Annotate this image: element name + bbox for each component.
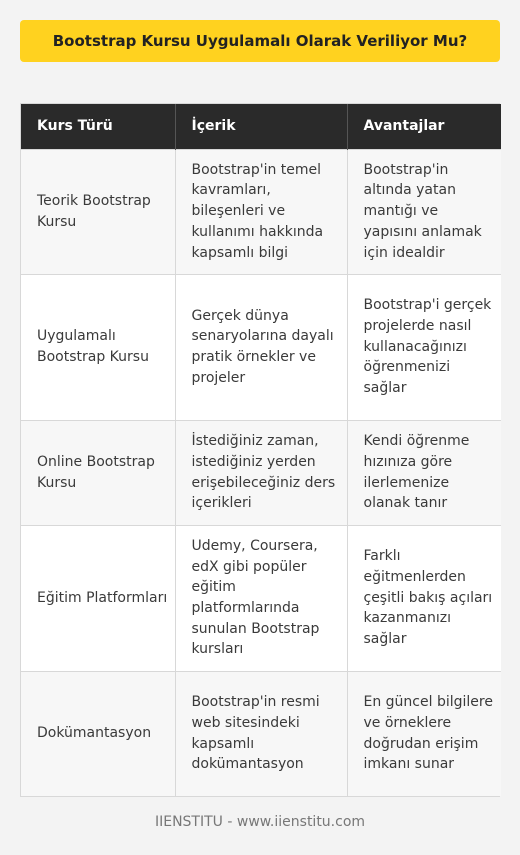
cell-course-type: Teorik Bootstrap Kursu [21, 149, 175, 274]
footer-credit: IIENSTITU - www.iienstitu.com [154, 814, 366, 830]
cell-course-type: Dokümantasyon [21, 671, 175, 796]
course-table-container [20, 103, 500, 797]
cell-advantages: Kendi öğrenme hızınıza göre ilerlemenize olanak tanır [347, 420, 501, 525]
header-content: İçerik [175, 104, 347, 149]
table-header [21, 104, 501, 149]
header-advantages: Avantajlar [347, 104, 501, 149]
cell-content: Udemy, Coursera, edX gibi popüler eğitim platformlarında sunulan Bootstrap kursları [175, 525, 347, 671]
cell-course-type: Uygulamalı Bootstrap Kursu [21, 274, 175, 420]
cell-content: Bootstrap'in temel kavramları, bileşenleri ve kullanımı hakkında kapsamlı bilgi [175, 149, 347, 274]
header-course-type: Kurs Türü [21, 104, 175, 149]
table-row [21, 149, 501, 274]
cell-content: Gerçek dünya senaryolarına dayalı pratik örnekler ve projeler [175, 274, 347, 420]
table-row [21, 671, 501, 796]
cell-content: Bootstrap'in resmi web sitesindeki kapsamlı dokümantasyon [175, 671, 347, 796]
cell-course-type: Eğitim Platformları [21, 525, 175, 671]
table-row [21, 525, 501, 671]
cell-advantages: Bootstrap'in altında yatan mantığı ve yapısını anlamak için idealdir [347, 149, 501, 274]
cell-course-type: Online Bootstrap Kursu [21, 420, 175, 525]
cell-advantages: Farklı eğitmenlerden çeşitli bakış açıları kazanmanızı sağlar [347, 525, 501, 671]
course-table [21, 104, 501, 796]
cell-advantages: Bootstrap'i gerçek projelerde nasıl kullanacağınızı öğrenmenizi sağlar [347, 274, 501, 420]
table-row [21, 274, 501, 420]
cell-advantages: En güncel bilgilere ve örneklere doğrudan erişim imkanı sunar [347, 671, 501, 796]
page-title: Bootstrap Kursu Uygulamalı Olarak Veriliyor Mu? [20, 20, 500, 62]
table-row [21, 420, 501, 525]
cell-content: İstediğiniz zaman, istediğiniz yerden erişebileceğiniz ders içerikleri [175, 420, 347, 525]
